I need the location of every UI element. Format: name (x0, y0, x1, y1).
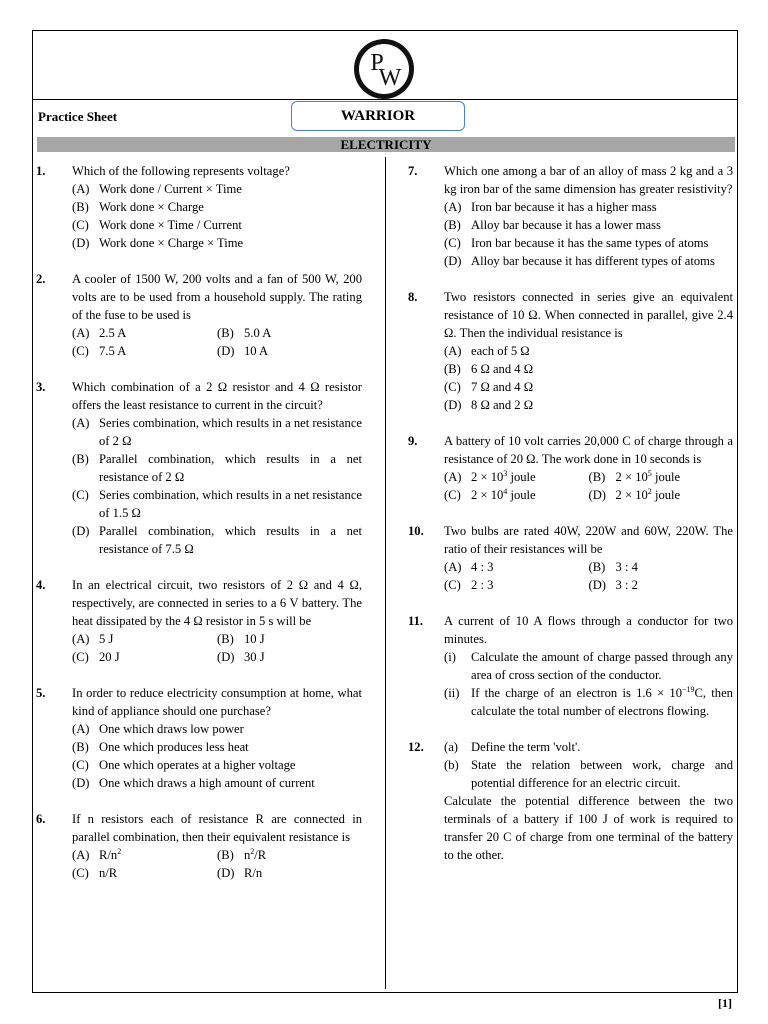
option-a: (A) Iron bar because it has a higher mass (444, 200, 657, 214)
option-b: (B) 10 J (217, 632, 265, 646)
option-row (72, 648, 362, 666)
option-c: (C) Work done × Time / Current (72, 218, 242, 232)
question-1 (36, 162, 362, 252)
option-d: (D) Work done × Charge × Time (72, 236, 244, 250)
sheet-label: Practice Sheet (38, 109, 118, 124)
option-row (444, 486, 733, 504)
option-b: (B) 3 : 4 (588, 560, 638, 574)
question-number: 10. (408, 524, 424, 538)
option-row (72, 630, 362, 648)
option-row (72, 324, 362, 342)
option-c: (C) $2 \times 10^4$ joule (444, 486, 536, 502)
option-a: (A) each of 5 Ω (444, 344, 530, 358)
logo-area (33, 31, 737, 100)
option-d: (D) 30 J (217, 650, 265, 664)
question-text: In order to reduce electricity consumption at home, what kind of appliance should one purchase? (72, 686, 362, 718)
question-text: If n resistors each of resistance R are connected in parallel combination, then their equivalent resistance is (72, 812, 362, 844)
option-a: (A) $R/n^2$ (72, 846, 122, 862)
page-number: [1] (718, 996, 732, 1010)
question-number: 8. (408, 290, 418, 304)
question-7 (408, 162, 733, 270)
column-divider (385, 157, 386, 989)
option-b: (B) $n^2/R$ (217, 846, 267, 862)
option-a: (A) 2.5 A (72, 326, 127, 340)
question-4 (36, 576, 362, 666)
question-text: Which of the following represents voltage? (72, 164, 290, 178)
question-number: 1. (36, 164, 46, 178)
option-c: (C) 7.5 A (72, 344, 127, 358)
left-column (36, 162, 362, 900)
option-c: (C) One which operates at a higher voltage (72, 758, 296, 772)
option-c: (C) 2 : 3 (444, 578, 494, 592)
question-11 (408, 612, 733, 720)
pw-logo (352, 37, 416, 101)
option-d: (D) $2 \times 10^2$ joule (588, 486, 681, 502)
question-10 (408, 522, 733, 594)
option-b: (B) Parallel combination, which results in a net resistance of 2 Ω (72, 452, 362, 484)
option-d: (D) 10 A (217, 344, 269, 358)
option-row (72, 864, 362, 882)
option-b: (B) Work done × Charge (72, 200, 204, 214)
option-a: (A) $2 \times 10^3$ joule (444, 468, 536, 484)
option-c: (C) 20 J (72, 650, 120, 664)
sub-part-a: (a) Define the term 'volt'. (444, 740, 581, 754)
right-column (408, 162, 733, 882)
option-d: (D) 3 : 2 (588, 578, 638, 592)
option-c: (C) Iron bar because it has the same types of atoms (444, 236, 709, 250)
sub-part-ii: (ii) If the charge of an electron is $1.6 \times 10^{-19}C$, then calculate the total number of electrons flowing. (444, 684, 733, 718)
question-12 (408, 738, 733, 864)
option-c: (C) n/R (72, 866, 118, 880)
option-b: (B) 5.0 A (217, 326, 272, 340)
question-text: A cooler of 1500 W, 200 volts and a fan of 500 W, 200 volts are to be used from a household supply. The rating of the fuse to be used is (72, 272, 362, 322)
question-2 (36, 270, 362, 360)
option-row (444, 468, 733, 486)
subject-bar: ELECTRICITY (37, 137, 735, 152)
question-number: 7. (408, 164, 418, 178)
question-text: A battery of 10 volt carries 20,000 C of charge through a resistance of 20 Ω. The work done in 10 seconds is (444, 434, 733, 466)
question-number: 4. (36, 578, 46, 592)
question-text: Two bulbs are rated 40W, 220W and 60W, 220W. The ratio of their resistances will be (444, 524, 733, 556)
question-text: Two resistors connected in series give an equivalent resistance of 10 Ω. When connected in parallel, give 2.4 Ω. Then the individual resistance is (444, 290, 733, 340)
question-3 (36, 378, 362, 558)
option-a: (A) 4 : 3 (444, 560, 494, 574)
question-number: 11. (408, 614, 424, 628)
question-8 (408, 288, 733, 414)
question-text: Which one among a bar of an alloy of mass 2 kg and a 3 kg iron bar of the same dimension has greater resistivity? (444, 164, 733, 196)
option-d: (D) Parallel combination, which results in a net resistance of 7.5 Ω (72, 524, 362, 556)
option-d: (D) 8 Ω and 2 Ω (444, 398, 534, 412)
option-d: (D) Alloy bar because it has different types of atoms (444, 254, 715, 268)
question-number: 2. (36, 272, 46, 286)
option-b: (B) One which produces less heat (72, 740, 249, 754)
sub-part-b: (b) State the relation between work, charge and potential difference for an electric circuit. (444, 758, 733, 790)
option-c: (C) 7 Ω and 4 Ω (444, 380, 534, 394)
question-text: A current of 10 A flows through a conductor for two minutes. (444, 614, 733, 646)
sheet-title: WARRIOR (291, 101, 465, 131)
svg-text:P: P (370, 50, 384, 76)
option-row (444, 558, 733, 576)
option-d: (D) R/n (217, 866, 263, 880)
option-row (72, 846, 362, 864)
question-number: 6. (36, 812, 46, 826)
question-6 (36, 810, 362, 882)
option-row (444, 576, 733, 594)
option-b: (B) $2 \times 10^5$ joule (588, 468, 681, 484)
question-text: In an electrical circuit, two resistors of 2 Ω and 4 Ω, respectively, are connected in series to a 6 V battery. The heat dissipated by the 4 Ω resistor in 5 s will be (72, 578, 362, 628)
option-a: (A) One which draws low power (72, 722, 244, 736)
option-a: (A) 5 J (72, 632, 114, 646)
question-number: 9. (408, 434, 418, 448)
question-number: 3. (36, 380, 46, 394)
option-row (72, 342, 362, 360)
option-b: (B) 6 Ω and 4 Ω (444, 362, 534, 376)
option-b: (B) Alloy bar because it has a lower mass (444, 218, 661, 232)
option-a: (A) Series combination, which results in a net resistance of 2 Ω (72, 416, 362, 448)
svg-text:W: W (378, 65, 402, 91)
question-tail-text: Calculate the potential difference between the two terminals of a battery if 100 J of work is required to transfer 20 C of charge from one terminal of the battery to the other. (444, 794, 733, 862)
question-number: 5. (36, 686, 46, 700)
option-c: (C) Series combination, which results in a net resistance of 1.5 Ω (72, 488, 362, 520)
sub-part-i: (i) Calculate the amount of charge passed through any area of cross section of the conductor. (444, 650, 733, 682)
option-d: (D) One which draws a high amount of current (72, 776, 315, 790)
option-a: (A) Work done / Current × Time (72, 182, 242, 196)
question-number: 12. (408, 740, 424, 754)
question-5 (36, 684, 362, 792)
question-text: Which combination of a 2 Ω resistor and 4 Ω resistor offers the least resistance to current in the circuit? (72, 380, 362, 412)
question-9 (408, 432, 733, 504)
